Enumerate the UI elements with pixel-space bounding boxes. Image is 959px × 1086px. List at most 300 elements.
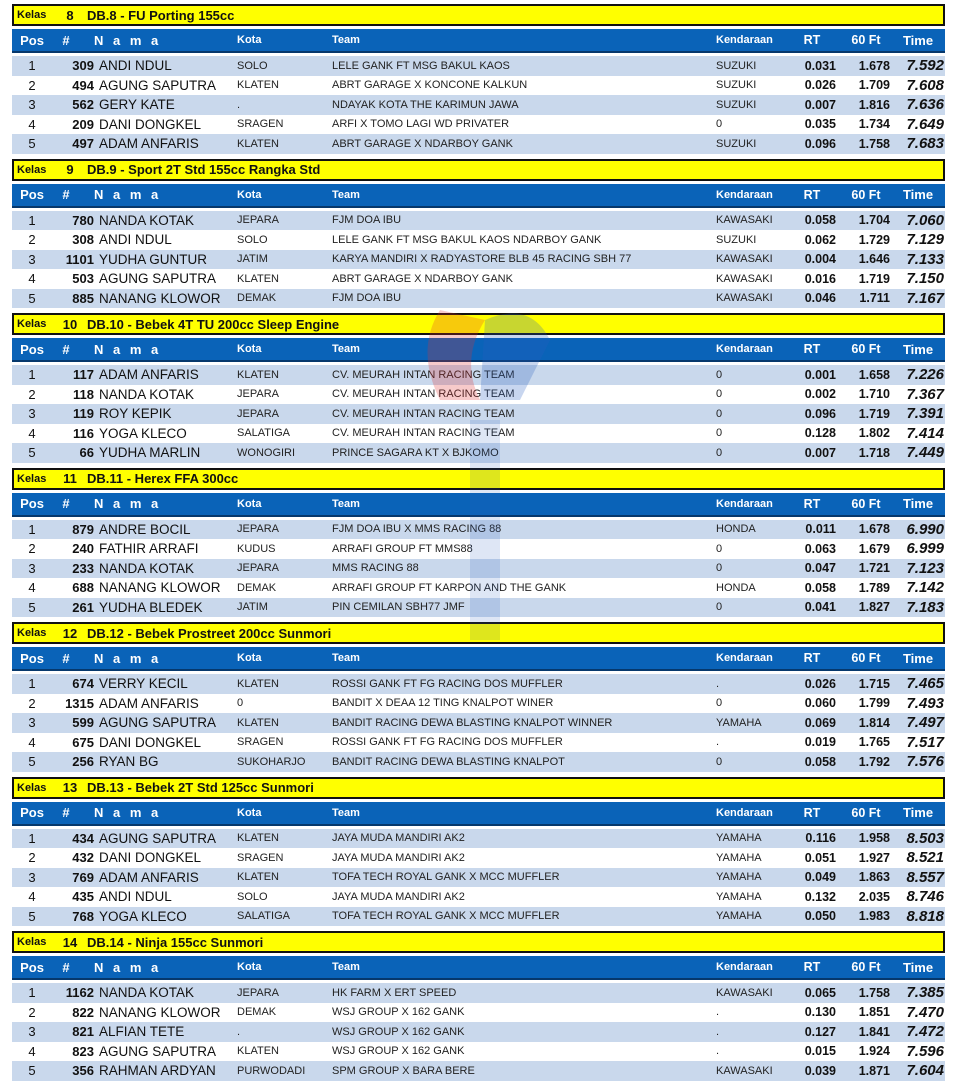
table-row [12, 1003, 945, 1023]
header-team: Team [332, 343, 360, 355]
cell-number: 494 [72, 77, 94, 93]
cell-team: JAYA MUDA MANDIRI AK2 [332, 832, 465, 845]
table-row [12, 868, 945, 888]
cell-name: YOGA KLECO [99, 908, 187, 924]
cell-number: 118 [73, 386, 94, 402]
cell-rt: 0.011 [805, 522, 836, 537]
header-vehicle: Kendaraan [716, 652, 773, 664]
cell-60ft: 1.679 [858, 541, 890, 556]
cell-60ft: 1.658 [858, 367, 890, 382]
cell-pos: 3 [28, 715, 36, 731]
cell-pos: 2 [28, 541, 36, 557]
table-header [12, 647, 945, 671]
cell-team: SPM GROUP X BARA BERE [332, 1064, 475, 1077]
table-row [12, 752, 945, 772]
cell-vehicle: KAWASAKI [716, 1064, 773, 1077]
header-number: # [62, 959, 70, 975]
cell-number: 432 [72, 850, 94, 866]
cell-time: 7.449 [906, 444, 944, 462]
cell-pos: 1 [28, 521, 36, 537]
cell-rt: 0.058 [804, 213, 836, 228]
cell-team: WSJ GROUP X 162 GANK [332, 1006, 465, 1019]
cell-vehicle: SUZUKI [716, 79, 757, 92]
header-60ft: 60 Ft [851, 187, 881, 202]
table-row [12, 674, 945, 694]
table-row [12, 230, 945, 250]
cell-name: ALFIAN TETE [99, 1024, 185, 1040]
header-name: N a m a [94, 187, 162, 202]
table-row [12, 733, 945, 753]
cell-pos: 2 [28, 1004, 36, 1020]
cell-rt: 0.016 [804, 271, 836, 286]
cell-pos: 3 [28, 560, 36, 576]
cell-60ft: 1.704 [858, 213, 890, 228]
cell-vehicle: YAMAHA [716, 716, 762, 729]
header-team: Team [332, 961, 360, 973]
cell-vehicle: YAMAHA [716, 910, 762, 923]
cell-number: 780 [72, 212, 94, 228]
table-row [12, 250, 945, 270]
cell-vehicle: KAWASAKI [716, 986, 773, 999]
cell-60ft: 1.927 [858, 850, 890, 865]
cell-rt: 0.128 [804, 426, 836, 441]
cell-team: CV. MEURAH INTAN RACING TEAM [332, 407, 515, 420]
header-team: Team [332, 497, 360, 510]
cell-vehicle: 0 [716, 118, 723, 131]
cell-time: 7.183 [906, 598, 944, 616]
cell-city: SOLO [237, 233, 268, 246]
header-time: Time [902, 187, 934, 202]
cell-team: ABRT GARAGE X NDARBOY GANK [332, 137, 513, 150]
cell-team: WSJ GROUP X 162 GANK [332, 1045, 465, 1058]
header-rt: RT [803, 342, 821, 356]
table-row [12, 983, 945, 1003]
cell-time: 7.123 [906, 559, 944, 577]
cell-team: ARFI X TOMO LAGI WD PRIVATER [332, 118, 510, 131]
cell-number: 879 [72, 521, 94, 537]
cell-vehicle: YAMAHA [716, 871, 762, 884]
header-pos: Pos [20, 341, 44, 357]
cell-city: JATIM [237, 253, 268, 266]
class-section [12, 159, 947, 314]
cell-number: 356 [72, 1063, 94, 1079]
cell-pos: 1 [28, 58, 36, 74]
cell-rt: 0.019 [804, 735, 836, 750]
cell-time: 7.367 [906, 385, 944, 403]
cell-rt: 0.002 [804, 387, 836, 402]
cell-vehicle: 0 [716, 388, 723, 401]
cell-60ft: 1.678 [858, 522, 890, 537]
cell-name: DANI DONGKEL [99, 850, 202, 866]
class-title-bar [12, 777, 945, 799]
class-title-bar [12, 622, 945, 644]
cell-name: FATHIR ARRAFI [99, 541, 199, 557]
header-time: Time [902, 496, 934, 511]
cell-pos: 4 [28, 889, 36, 905]
header-pos: Pos [20, 805, 44, 820]
cell-rt: 0.116 [805, 831, 836, 846]
cell-rt: 0.132 [804, 889, 836, 904]
cell-team: PIN CEMILAN SBH77 JMF [332, 601, 465, 614]
cell-pos: 3 [28, 869, 36, 885]
cell-60ft: 1.709 [858, 78, 890, 93]
cell-name: AGUNG SAPUTRA [99, 271, 217, 287]
cell-time: 7.636 [906, 96, 944, 114]
cell-city: JEPARA [237, 214, 279, 227]
cell-name: AGUNG SAPUTRA [99, 77, 217, 93]
header-name: N a m a [94, 32, 162, 48]
cell-city: KUDUS [237, 542, 276, 555]
cell-team: NDAYAK KOTA THE KARIMUN JAWA [332, 98, 519, 111]
cell-vehicle: . [716, 677, 720, 690]
cell-city: . [237, 98, 241, 111]
cell-team: FJM DOA IBU X MMS RACING 88 [332, 523, 502, 536]
cell-number: 435 [72, 889, 94, 905]
header-name: N a m a [94, 650, 162, 666]
cell-vehicle: KAWASAKI [716, 272, 773, 285]
cell-time: 7.493 [906, 694, 944, 712]
cell-rt: 0.051 [804, 850, 836, 865]
cell-vehicle: HONDA [716, 523, 756, 536]
cell-number: 599 [72, 715, 94, 731]
cell-60ft: 1.734 [858, 117, 890, 132]
cell-60ft: 1.816 [858, 97, 890, 112]
table-row [12, 443, 945, 463]
cell-name: YUDHA MARLIN [99, 445, 201, 461]
cell-city: 0 [237, 697, 244, 710]
cell-rt: 0.096 [804, 136, 836, 151]
cell-name: AGUNG SAPUTRA [99, 830, 217, 846]
cell-team: ROSSI GANK FT FG RACING DOS MUFFLER [332, 677, 563, 690]
cell-vehicle: KAWASAKI [716, 253, 773, 266]
cell-time: 7.470 [906, 1003, 944, 1021]
cell-time: 8.503 [906, 829, 944, 847]
cell-name: YOGA KLECO [99, 425, 187, 441]
cell-60ft: 1.711 [859, 291, 890, 306]
cell-team: TOFA TECH ROYAL GANK X MCC MUFFLER [332, 910, 560, 923]
cell-60ft: 1.958 [858, 831, 890, 846]
cell-rt: 0.127 [804, 1024, 836, 1039]
cell-team: FJM DOA IBU [332, 292, 402, 305]
cell-time: 7.142 [906, 579, 944, 597]
cell-name: ANDI NDUL [99, 58, 172, 74]
cell-vehicle: YAMAHA [716, 890, 762, 903]
cell-city: KLATEN [237, 677, 279, 690]
header-number: # [62, 341, 70, 357]
header-number: # [62, 32, 70, 48]
cell-pos: 3 [28, 97, 36, 113]
cell-rt: 0.039 [804, 1063, 836, 1078]
header-team: Team [332, 652, 360, 664]
cell-pos: 4 [28, 580, 36, 596]
cell-vehicle: 0 [716, 446, 723, 459]
cell-time: 7.472 [906, 1023, 944, 1041]
cell-city: DEMAK [237, 1006, 277, 1019]
cell-number: 768 [72, 908, 94, 924]
cell-60ft: 1.983 [858, 909, 890, 924]
cell-time: 7.150 [906, 270, 944, 288]
class-label: Kelas [17, 781, 47, 794]
cell-time: 8.818 [906, 907, 944, 925]
cell-60ft: 1.765 [858, 735, 890, 750]
cell-name: ANDRE BOCIL [99, 521, 191, 537]
table-body [12, 983, 945, 1081]
cell-pos: 4 [28, 425, 36, 441]
table-header [12, 338, 945, 362]
header-time: Time [902, 805, 934, 820]
cell-number: 308 [72, 232, 94, 248]
cell-60ft: 1.719 [858, 271, 890, 286]
table-row [12, 887, 945, 907]
class-label: Kelas [17, 472, 47, 485]
cell-number: 562 [72, 97, 94, 113]
header-pos: Pos [20, 187, 44, 202]
cell-rt: 0.063 [804, 541, 836, 556]
cell-rt: 0.007 [804, 97, 836, 112]
cell-60ft: 1.789 [858, 580, 890, 595]
cell-team: CV. MEURAH INTAN RACING TEAM [332, 388, 515, 401]
cell-pos: 2 [28, 850, 36, 866]
cell-team: ROSSI GANK FT FG RACING DOS MUFFLER [332, 736, 563, 749]
cell-60ft: 1.715 [858, 676, 890, 691]
class-title: DB.12 - Bebek Prostreet 200cc Sunmori [87, 625, 332, 641]
cell-number: 256 [72, 754, 94, 770]
table-row [12, 1042, 945, 1062]
class-title-bar [12, 931, 945, 953]
header-rt: RT [803, 187, 821, 202]
class-title: DB.13 - Bebek 2T Std 125cc Sunmori [87, 780, 314, 795]
cell-number: 117 [73, 367, 94, 383]
cell-pos: 4 [28, 116, 36, 132]
cell-name: ROY KEPIK [99, 406, 172, 422]
class-label: Kelas [17, 936, 47, 948]
cell-rt: 0.130 [804, 1005, 836, 1020]
cell-vehicle: 0 [716, 542, 723, 555]
header-team: Team [332, 34, 360, 46]
table-row [12, 848, 945, 868]
cell-team: CV. MEURAH INTAN RACING TEAM [332, 427, 515, 440]
cell-city: SALATIGA [237, 427, 290, 440]
cell-time: 7.592 [906, 57, 944, 75]
cell-name: NANDA KOTAK [99, 985, 195, 1001]
cell-60ft: 1.678 [858, 58, 890, 73]
cell-city: KLATEN [237, 137, 279, 150]
header-city: Kota [237, 497, 262, 510]
header-city: Kota [237, 188, 262, 201]
header-rt: RT [803, 651, 821, 665]
cell-vehicle: . [716, 1045, 720, 1058]
cell-name: ADAM ANFARIS [99, 869, 199, 885]
cell-vehicle: SUZUKI [716, 137, 757, 150]
cell-number: 885 [72, 290, 94, 306]
table-row [12, 829, 945, 849]
cell-rt: 0.050 [804, 909, 836, 924]
table-row [12, 385, 945, 405]
header-60ft: 60 Ft [851, 342, 881, 356]
table-row [12, 404, 945, 424]
cell-team: ARRAFI GROUP FT MMS88 [332, 542, 473, 555]
cell-number: 1101 [65, 251, 94, 267]
cell-name: YUDHA GUNTUR [99, 251, 208, 267]
cell-60ft: 1.718 [858, 445, 890, 460]
cell-number: 675 [72, 734, 94, 750]
cell-rt: 0.031 [804, 58, 836, 73]
class-number: 11 [63, 471, 77, 486]
cell-team: BANDIT RACING DEWA BLASTING KNALPOT WINNER [332, 716, 613, 729]
class-label: Kelas [17, 627, 47, 639]
cell-60ft: 1.719 [858, 406, 890, 421]
class-title-bar [12, 159, 945, 181]
cell-pos: 4 [28, 734, 36, 750]
header-60ft: 60 Ft [851, 960, 881, 974]
header-pos: Pos [20, 959, 44, 975]
cell-city: SUKOHARJO [237, 755, 306, 768]
cell-60ft: 1.827 [858, 600, 890, 615]
cell-60ft: 1.871 [858, 1063, 890, 1078]
cell-number: 116 [73, 425, 94, 441]
cell-team: FJM DOA IBU [332, 214, 402, 227]
table-header [12, 956, 945, 980]
cell-rt: 0.062 [804, 232, 836, 247]
cell-name: DANI DONGKEL [99, 116, 202, 132]
header-60ft: 60 Ft [851, 651, 881, 665]
cell-rt: 0.069 [804, 715, 836, 730]
table-header [12, 184, 945, 208]
cell-city: PURWODADI [237, 1064, 306, 1077]
cell-pos: 3 [28, 1024, 36, 1040]
cell-vehicle: 0 [716, 562, 723, 575]
header-rt: RT [803, 496, 821, 511]
cell-rt: 0.007 [804, 445, 836, 460]
cell-time: 6.990 [906, 520, 944, 538]
cell-number: 434 [72, 830, 94, 846]
cell-pos: 2 [28, 386, 36, 402]
cell-rt: 0.065 [804, 985, 836, 1000]
cell-name: ANDI NDUL [99, 889, 172, 905]
cell-city: KLATEN [237, 368, 279, 381]
cell-time: 7.060 [906, 211, 944, 229]
table-row [12, 269, 945, 289]
cell-vehicle: HONDA [716, 581, 756, 594]
header-city: Kota [237, 343, 262, 355]
cell-team: ARRAFI GROUP FT KARPON AND THE GANK [332, 581, 567, 594]
header-pos: Pos [20, 650, 44, 666]
cell-60ft: 1.758 [858, 136, 890, 151]
cell-rt: 0.047 [804, 561, 836, 576]
cell-pos: 5 [28, 136, 36, 152]
cell-time: 8.521 [906, 849, 944, 867]
header-60ft: 60 Ft [851, 33, 881, 47]
cell-city: JEPARA [237, 986, 279, 999]
cell-city: KLATEN [237, 79, 279, 92]
cell-pos: 5 [28, 290, 36, 306]
cell-city: JEPARA [237, 523, 279, 536]
header-vehicle: Kendaraan [716, 34, 773, 46]
cell-time: 7.391 [906, 405, 944, 423]
cell-vehicle: YAMAHA [716, 851, 762, 864]
cell-city: SRAGEN [237, 851, 284, 864]
cell-number: 240 [72, 541, 94, 557]
class-number: 8 [66, 7, 74, 23]
header-60ft: 60 Ft [851, 805, 881, 820]
cell-rt: 0.026 [804, 78, 836, 93]
cell-vehicle: KAWASAKI [716, 292, 773, 305]
table-row [12, 1022, 945, 1042]
table-row [12, 559, 945, 579]
cell-vehicle: SUZUKI [716, 98, 757, 111]
cell-city: KLATEN [237, 272, 279, 285]
cell-60ft: 1.721 [858, 561, 890, 576]
cell-city: SOLO [237, 59, 268, 72]
cell-name: RYAN BG [99, 754, 159, 770]
header-vehicle: Kendaraan [716, 497, 773, 510]
cell-city: JEPARA [237, 407, 279, 420]
table-row [12, 365, 945, 385]
cell-pos: 1 [28, 985, 36, 1001]
cell-name: ADAM ANFARIS [99, 695, 199, 711]
header-rt: RT [803, 960, 821, 974]
table-body [12, 520, 945, 618]
class-section [12, 468, 947, 623]
cell-city: SALATIGA [237, 910, 290, 923]
cell-number: 503 [72, 271, 94, 287]
header-number: # [62, 187, 70, 202]
cell-vehicle: 0 [716, 407, 723, 420]
cell-vehicle: . [716, 1025, 720, 1038]
class-title: DB.8 - FU Porting 155cc [87, 7, 235, 23]
cell-60ft: 1.758 [858, 985, 890, 1000]
table-row [12, 115, 945, 135]
cell-60ft: 2.035 [858, 889, 890, 904]
table-row [12, 520, 945, 540]
class-number: 14 [62, 934, 78, 950]
cell-team: MMS RACING 88 [332, 562, 419, 575]
cell-name: NANDA KOTAK [99, 386, 195, 402]
cell-pos: 1 [28, 212, 36, 228]
cell-pos: 4 [28, 271, 36, 287]
cell-time: 7.167 [906, 289, 944, 307]
cell-name: NANDA KOTAK [99, 560, 195, 576]
header-time: Time [902, 341, 934, 357]
cell-city: DEMAK [237, 292, 277, 305]
header-name: N a m a [94, 959, 162, 975]
table-header [12, 493, 945, 517]
cell-team: ABRT GARAGE X KONCONE KALKUN [332, 79, 528, 92]
header-number: # [62, 650, 70, 666]
table-body [12, 211, 945, 309]
cell-number: 823 [72, 1043, 94, 1059]
table-row [12, 694, 945, 714]
header-name: N a m a [94, 341, 162, 357]
cell-vehicle: SUZUKI [716, 59, 757, 72]
cell-number: 66 [79, 445, 94, 461]
cell-team: CV. MEURAH INTAN RACING TEAM [332, 368, 515, 381]
cell-number: 209 [72, 116, 94, 132]
cell-time: 7.414 [906, 424, 944, 442]
class-section [12, 4, 947, 159]
class-number: 10 [62, 316, 78, 332]
cell-pos: 5 [28, 599, 36, 615]
cell-name: NANANG KLOWOR [99, 580, 221, 596]
cell-number: 119 [73, 406, 94, 422]
cell-pos: 5 [28, 754, 36, 770]
class-number: 12 [62, 625, 78, 641]
header-vehicle: Kendaraan [716, 806, 773, 819]
cell-time: 7.683 [906, 135, 944, 153]
cell-team: WSJ GROUP X 162 GANK [332, 1025, 465, 1038]
class-number: 9 [66, 162, 74, 177]
cell-time: 8.746 [906, 888, 944, 906]
